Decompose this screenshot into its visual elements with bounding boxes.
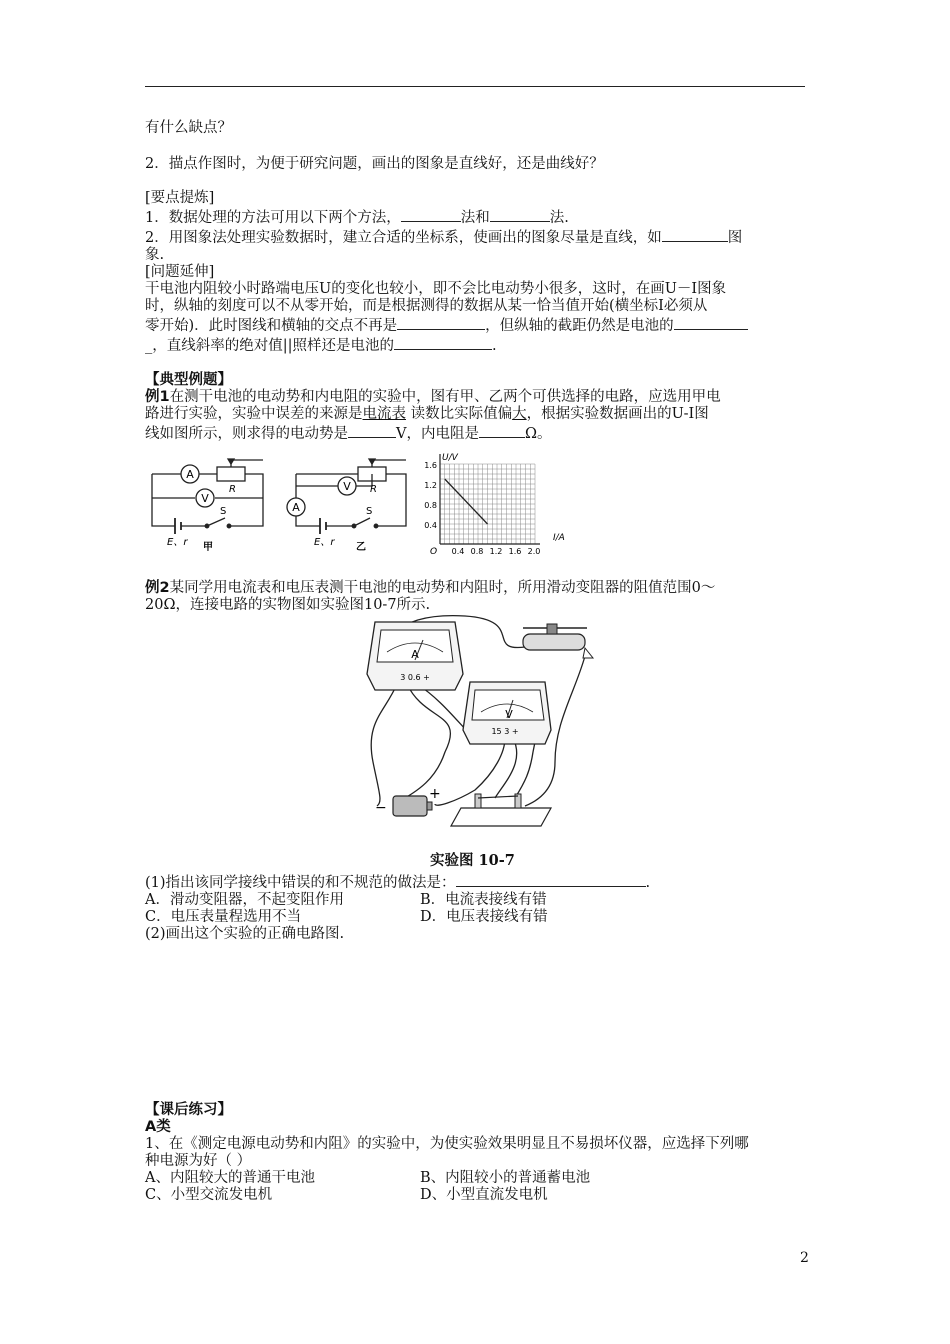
key-points-heading: [要点提炼] [145,190,215,206]
choice-c[interactable]: C、小型交流发电机 [145,1187,273,1203]
ammeter-label: A [292,501,300,514]
extension-heading: [问题延伸] [145,264,215,280]
ammeter-terminals: 3 0.6 + [400,673,430,682]
typical-examples-heading: 【典型例题】 [145,372,232,388]
circuit-name-jia: 甲 [203,542,213,553]
wire [371,684,397,806]
ammeter-device [367,622,463,690]
question-2: 2．描点作图时，为便于研究问题，画出的图象是直线好，还是曲线好？ [145,156,604,172]
rheostat-label: R [370,484,377,495]
switch-label: S [366,506,373,517]
choice-a[interactable]: A、内阻较大的普通干电池 [145,1170,315,1186]
rheostat-device [523,624,593,658]
graph-grid [440,464,535,544]
battery-label: E、r [314,537,335,548]
answer-blank[interactable] [479,423,525,438]
example-2-questions: (1)指出该同学接线中错误的和不规范的做法是： . A．滑动变阻器，不起变阻作用 B．电流表接线有错 C．电压表量程选用不当 D．电压表接线有错 (2)画出这个实验的正确电路图. [145,872,807,943]
example-1-line-1: 例1在测干电池的电动势和内电阻的实验中，图有甲、乙两个可供选择的电路，应选用甲电 [145,389,721,405]
voltmeter-label: V [201,492,209,505]
x-tick-label: 0.4 [451,547,465,556]
figure-caption: 实验图 10-7 [430,852,515,869]
rheostat-label: R [229,484,236,495]
y-tick-label: 0.8 [424,501,437,510]
battery-minus-sign: − [375,800,387,816]
circuit-name-yi: 乙 [356,542,366,553]
practice-choices [145,1170,807,1204]
typical-examples-section [145,372,807,443]
choice-c[interactable]: C．电压表量程选用不当 [145,909,302,925]
example-1-label: 例1 [145,389,170,405]
voltmeter-face-label: V [505,708,513,721]
switch-label: S [220,506,227,517]
key-points-section: [要点提炼] 1．数据处理的方法可用以下两个方法， 法和 法. 2．用图象法处理实验数据时，建立合适的坐标系，使画出的图象尽量是直线，如 图 象. [问题延伸] 干电池内阻较小时路端电压U的变化也较小，即不会比电动势小很多，这时，在画U－I图象 时，纵轴的刻度可以不从零开始，而是根据测得的数据从某一恰当值开始(横坐标I必须从 零开始)．此时图线和横轴的交点不再是 ，但纵轴的截距仍然是电池的 _，直线斜率的绝对值||照样还是电池的 . [145,190,807,355]
extension-line-3: 零开始)．此时图线和横轴的交点不再是 ，但纵轴的截距仍然是电池的 [145,315,807,335]
answer-blank[interactable] [401,207,461,222]
example-2: 例2某同学用电流表和电压表测干电池的电动势和内阻时，所用滑动变阻器的阻值范围0～ 20Ω，连接电路的实物图如实验图10-7所示. [145,580,716,613]
battery-plus-sign: + [429,786,441,802]
switch-device [451,794,551,826]
wire [435,738,505,805]
graph-origin: O [430,547,438,557]
example-1-line-2: 路进行实验，实验中误差的来源是电流表 读数比实际值偏大，根据实验数据画出的U-I图 [145,406,709,422]
y-tick-label: 1.2 [424,481,437,490]
x-tick-label: 2.0 [527,547,541,556]
question-1-tail: 有什么缺点？ [145,120,232,136]
choice-d[interactable]: D、小型直流发电机 [420,1187,548,1203]
choice-a[interactable]: A．滑动变阻器，不起变阻作用 [145,892,344,908]
u-i-graph [420,448,585,558]
y-tick-label: 0.4 [424,521,437,530]
example-1-line-3: 线如图所示，则求得的电动势是 V，内电阻是 Ω。 [145,423,807,443]
extension-line-4: _，直线斜率的绝对值||照样还是电池的 . [145,335,807,355]
header-rule [145,86,805,87]
choice-b[interactable]: B、内阻较小的普通蓄电池 [420,1170,591,1186]
x-axis-label: I/A [553,533,565,543]
wire [495,738,517,798]
ammeter-label: A [186,468,194,481]
example-2-label: 例2 [145,580,170,596]
answer-blank[interactable] [397,315,485,330]
choice-d[interactable]: D．电压表接线有错 [420,909,548,925]
voltmeter-label: V [343,480,351,493]
answer-blank[interactable] [348,423,396,438]
answer-blank[interactable] [490,207,550,222]
page-number: 2 [800,1250,809,1266]
battery-label: E、r [167,537,188,548]
circuit-diagram-jia [145,450,270,556]
x-tick-label: 1.2 [489,547,503,556]
x-tick-label: 0.8 [470,547,484,556]
ammeter-face-label: A [411,648,419,661]
choice-b[interactable]: B．电流表接线有错 [420,892,547,908]
circuit-diagram-yi [284,450,409,556]
y-tick-label: 1.6 [424,461,437,470]
x-tick-label: 1.6 [508,547,522,556]
key-point-1: 1．数据处理的方法可用以下两个方法， 法和 法. [145,207,807,227]
ex2-choices [145,892,807,926]
practice-subheading: A类 [145,1119,171,1135]
voltmeter-device [463,682,551,744]
y-axis-label: U/V [442,453,458,463]
wire [395,684,450,804]
voltmeter-terminals: 15 3 + [491,727,519,736]
answer-blank[interactable] [394,335,492,350]
answer-blank[interactable] [674,315,748,330]
battery-device [375,786,441,816]
practice-section: 【课后练习】 A类 1、在《测定电源电动势和内阻》的实验中，为使实验效果明显且不易损坏仪器，应选择下列哪 种电源为好（ ） A、内阻较大的普通干电池 B、内阻较小的普通蓄电池 C、小型交流发电机 D、小型直流发电机 [145,1102,807,1204]
practice-heading: 【课后练习】 [145,1102,232,1118]
key-point-2: 2．用图象法处理实验数据时，建立合适的坐标系，使画出的图象尽量是直线，如 图 [145,227,807,247]
apparatus-illustration [355,612,615,844]
answer-blank[interactable] [456,872,646,887]
rheostat-symbol [217,467,245,481]
u-i-line [445,479,488,524]
answer-blank[interactable] [662,227,728,242]
